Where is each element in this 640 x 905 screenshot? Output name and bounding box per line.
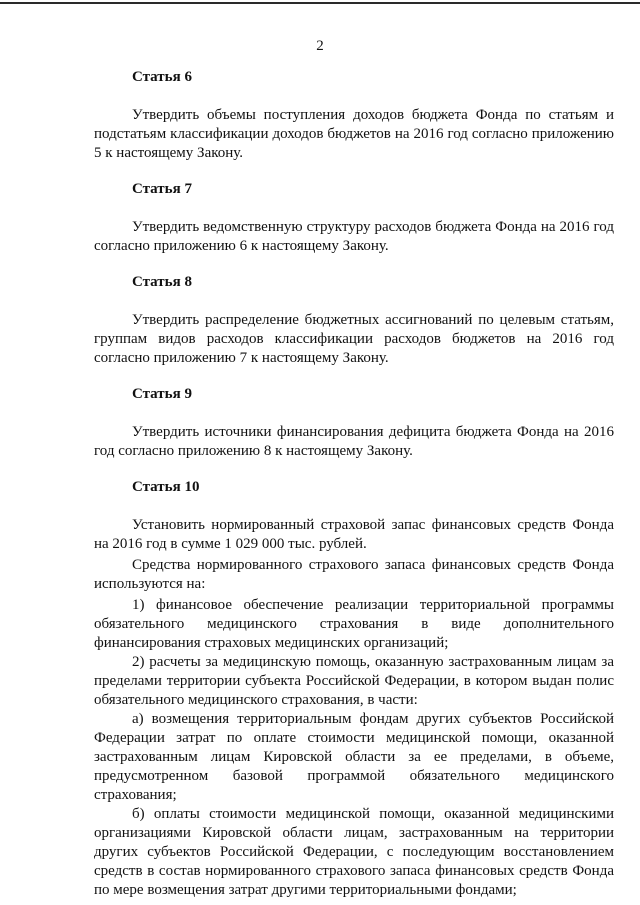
article-9-paragraph: Утвердить источники финансирования дефицита бюджета Фонда на 2016 год согласно приложению 8 к настоящему Закону. [94,424,614,459]
article-10-item-2: 2) расчеты за медицинскую помощь, оказанную застрахованным лицам за пределами территории субъекта Российской Федерации, в котором выдан полис обязательного медицинского страхования, в части: [94,654,614,708]
article-6-heading: Статья 6 [132,69,192,85]
article-7-paragraph: Утвердить ведомственную структуру расходов бюджета Фонда на 2016 год согласно приложению 6 к настоящему Закону. [94,219,614,254]
article-9-heading: Статья 9 [132,386,192,402]
article-10-paragraph-1: Установить нормированный страховой запас финансовых средств Фонда на 2016 год в сумме 1 029 000 тыс. рублей. [94,517,614,552]
document-body [94,68,614,900]
article-10-paragraph-2: Средства нормированного страхового запаса финансовых средств Фонда используются на: [94,557,614,592]
article-10-item-1: 1) финансовое обеспечение реализации территориальной программы обязательного медицинского страхования в виде дополнительного финансирования страховых медицинских организаций; [94,597,614,651]
article-10-item-2a: а) возмещения территориальным фондам других субъектов Российской Федерации затрат по оплате стоимости медицинской помощи, оказанной застрахованным лицам Кировской области за ее пределами, в объеме, предусмотренном базовой программой обязательного медицинского страхования; [94,711,614,803]
article-7-heading: Статья 7 [132,181,192,197]
top-border-line [0,2,640,4]
article-10-heading: Статья 10 [132,479,200,495]
article-10-item-2b: б) оплаты стоимости медицинской помощи, оказанной медицинскими организациями Кировской области лицам, застрахованным на территории других субъектов Российской Федерации, с последующим восстановлением средств в состав нормированного страхового запаса финансовых средств Фонда по мере возмещения затрат другими территориальными фондами; [94,806,614,898]
article-8-paragraph: Утвердить распределение бюджетных ассигнований по целевым статьям, группам видов расходов классификации расходов бюджетов на 2016 год согласно приложению 7 к настоящему Закону. [94,312,614,366]
article-6-paragraph: Утвердить объемы поступления доходов бюджета Фонда по статьям и подстатьям классификации доходов бюджетов на 2016 год согласно приложению 5 к настоящему Закону. [94,107,614,161]
article-8-heading: Статья 8 [132,274,192,290]
page-number: 2 [316,38,324,54]
